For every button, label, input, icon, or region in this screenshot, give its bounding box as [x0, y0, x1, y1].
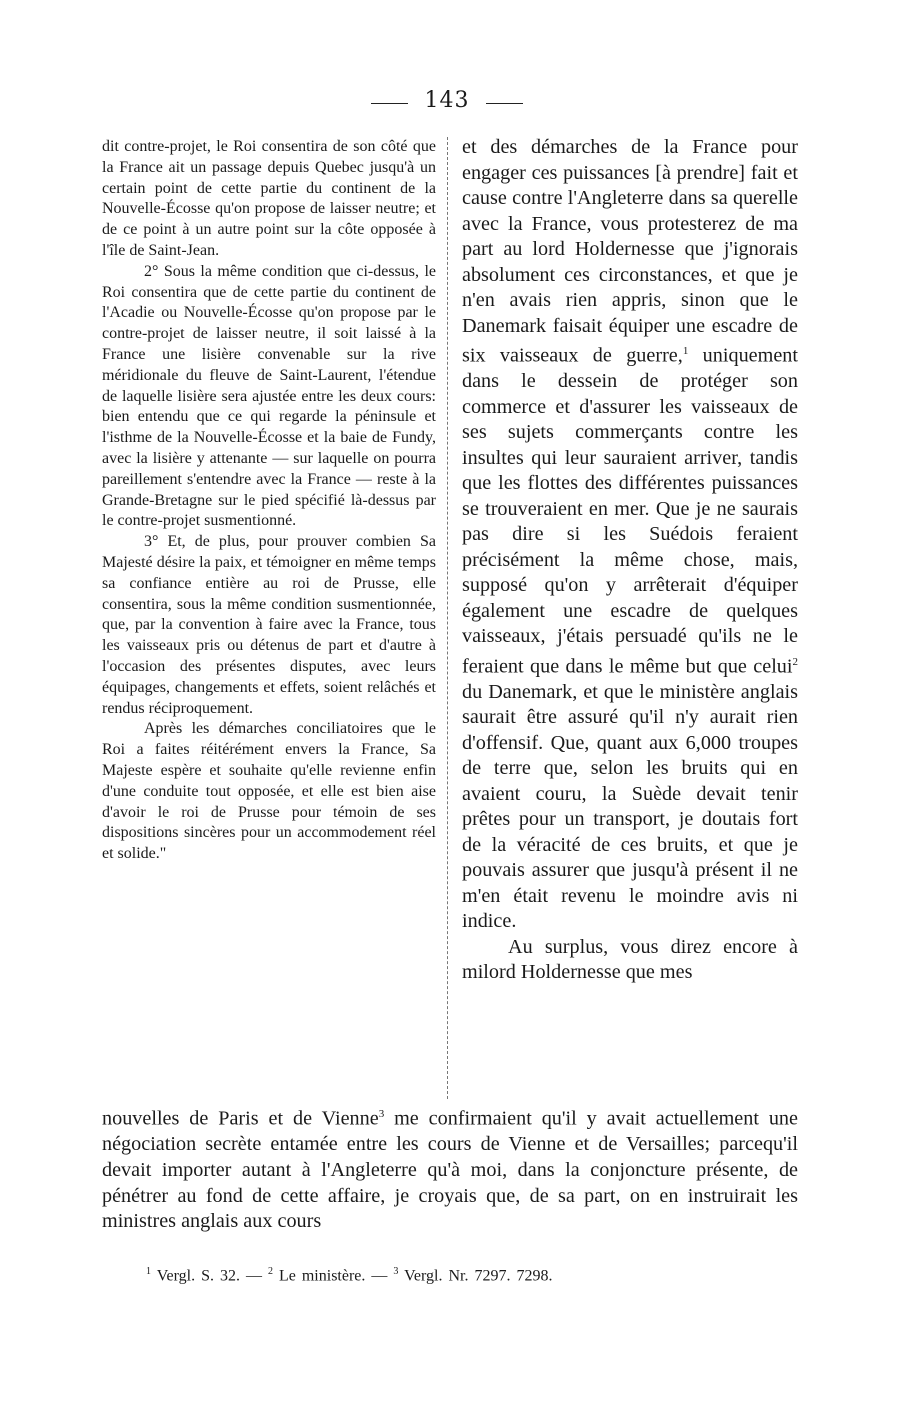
- header-rule-left: [371, 103, 408, 104]
- left-paragraph-4: Après les démarches conciliatoires que le Roi a faites réitérément envers la France, Sa Majeste espère et souhaite qu'elle revienne enfin d'une conduite tout opposée, et elle est bien aise d'avoir le roi de Prusse pour témoin de ses dispositions sincères pour un accommodement réel et solide.": [102, 720, 436, 863]
- full-width-paragraph: [102, 1102, 798, 1235]
- right-column: [462, 135, 798, 986]
- footnote-number-1: 1: [146, 1266, 151, 1277]
- left-column: [102, 137, 436, 865]
- left-paragraph-3: 3° Et, de plus, pour prouver combien Sa Majesté désire la paix, et témoigner en même temps sa confiance entière au roi de Prusse, elle consentira, sous la même condition susmentionnée, que, par la convention à faire avec la France, tous les vaisseaux pris ou détenus de part et d'autre à l'occasion des présentes disputes, avec leurs équipages, changements et effets, soient relâchés et rendus réciproquement.: [102, 533, 436, 717]
- footnote-text-2: Le ministère. —: [272, 1267, 394, 1285]
- footnote-ref-3: 3: [378, 1108, 385, 1120]
- right-paragraph-1: [462, 135, 798, 935]
- full-text-part-b: me confirmaient qu'il y avait actuellement une négociation secrète entamée entre les cours de Vienne et de Versailles; parcequ'il devait importer autant à l'Angleterre qu'à moi, dans la conjoncture présente, de pénétrer au fond de cette affaire, je croyais que, de sa part, on en instruirait les ministres anglais aux cours: [102, 1107, 798, 1233]
- page-number: 143: [424, 88, 470, 113]
- right-paragraph-2: Au surplus, vous direz encore à milord Holdernesse que mes: [462, 935, 798, 984]
- left-paragraph-2: 2° Sous la même condition que ci-dessus, le Roi consentira que de cette partie du continent de l'Acadie ou Nouvelle-Écosse qu'on propose par le contre-projet de laisser neutre, il soit laissé à la France une lisière convenable sur la rive méridionale du fleuve de Saint-Laurent, l'étendue de laquelle lisière sera ajustée entre les deux cours: bien entendu que ce qui regarde la péninsule et l'isthme de la Nouvelle-Écosse et la baie de Fundy, avec la lisière y attenante — sur laquelle on pourra pareillement s'entendre avec la France — reste à la Grande-Bretagne sur le pied spécifié là-dessus par le contre-projet susmentionné.: [102, 262, 436, 530]
- footnote-number-2: 2: [267, 1266, 273, 1277]
- page-header: [0, 88, 900, 118]
- footnote-text-1: Vergl. S. 32. —: [151, 1267, 268, 1285]
- footnote-ref-2: 2: [792, 655, 798, 668]
- header-rule-right: [486, 103, 523, 104]
- right-text-part-b: uniquement dans le dessein de protéger son commerce et d'assurer les vaisseaux de ses sujets commerçants contre les insultes qui leur sauraient arriver, tandis que les flottes des différentes puissances se trouveraient en mer. Que je ne saurais pas dire si les Suédois feraient précisément la même chose, mais, supposé qu'on y arrêterait d'équiper également une escadre de quelques vaisseaux, j'étais persuadé qu'ils ne le feraient que dans le même but que celui: [462, 344, 798, 678]
- left-paragraph-1: dit contre-projet, le Roi consentira de son côté que la France ait un passage depuis Quebec jusqu'à un certain point de cette partie du continent de la Nouvelle-Écosse qu'on propose de laisser neutre; et de ce point à un autre point sur la côte opposée à l'île de Saint-Jean.: [102, 138, 436, 259]
- right-text-part-a: et des démarches de la France pour engager ces puissances [à prendre] fait et cause contre l'Angleterre dans sa querelle avec la France, vous protesterez de ma part au lord Holdernesse que j'ignorais absolument ces circonstances, et que je n'en avais rien appris, sinon que le Danemark faisait équiper une escadre de six vaisseaux de guerre,: [462, 136, 798, 367]
- footnotes: [146, 1262, 766, 1286]
- footnote-number-3: 3: [393, 1266, 399, 1277]
- full-width-text: [102, 1102, 798, 1235]
- right-text-part-c: du Danemark, et que le ministère anglais saurait être assuré qu'il n'y aurait rien d'offensif. Que, quant aux 6,000 troupes de terre que, selon les bruits qui en avaient couru, la Suède devait tenir prêtes pour un transport, je doutais fort de la véracité de ces bruits, et que je pouvais assurer que jusqu'à présent il ne m'en était revenu le moindre avis ni indice.: [462, 680, 798, 933]
- footnote-ref-1: 1: [682, 345, 689, 357]
- footnote-text-3: Vergl. Nr. 7297. 7298.: [398, 1267, 553, 1285]
- full-text-part-a: nouvelles de Paris et de Vienne: [102, 1107, 379, 1130]
- column-separator: [447, 137, 448, 1099]
